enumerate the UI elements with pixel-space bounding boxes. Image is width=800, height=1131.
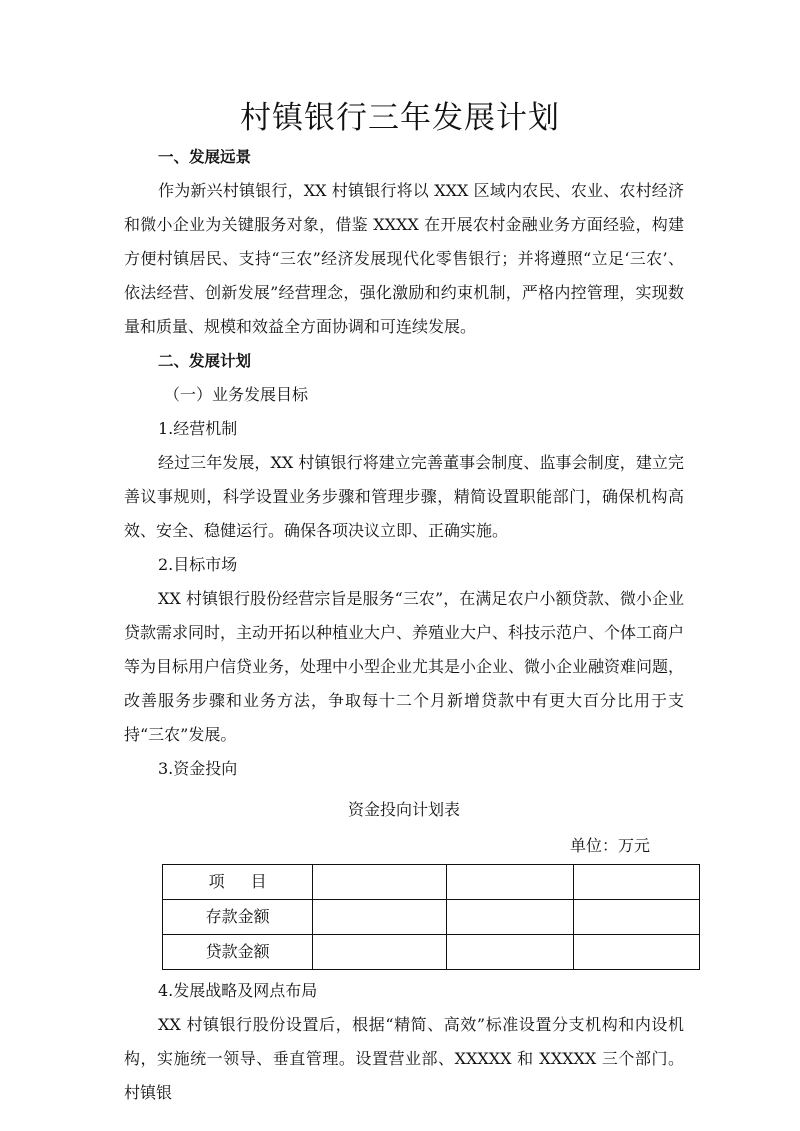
- table-cell: [447, 935, 573, 970]
- table-unit: 单位：万元: [569, 836, 650, 855]
- section-heading-plan: 二、发展计划: [158, 352, 252, 370]
- table-row: [163, 865, 700, 900]
- table-cell: [447, 900, 573, 935]
- table-cell: [313, 865, 447, 900]
- table-header-item-b: 目: [250, 872, 267, 891]
- paragraph-market: XX 村镇银行股份经营宗旨是服务“三农”，在满足农户小额贷款、微小企业贷款需求同时，主动开拓以种植业大户、养殖业大户、科技示范户、个体工商户等为目标用户信贷业务，处理中小型企业尤其是小企业、微小企业融资难问题，改善服务步骤和业务方法，争取每十二个月新增贷款中有更大百分比用于支持“三农”发展。: [124, 589, 685, 744]
- paragraph-strategy: XX 村镇银行股份设置后，根据“精简、高效”标准设置分支机构和内设机构，实施统一领导、垂直管理。设置营业部、XXXXX 和 XXXXX 三个部门。村镇银: [124, 1015, 684, 1102]
- item-heading-market: 2.目标市场: [158, 555, 238, 574]
- table-row-label-loans: 贷款金额: [163, 935, 313, 970]
- item-heading-funds: 3.资金投向: [158, 759, 238, 778]
- table-row: [163, 900, 700, 935]
- table-caption: 资金投向计划表: [347, 800, 460, 819]
- item-heading-mechanism: 1.经营机制: [158, 419, 238, 438]
- table-header-item: [163, 865, 313, 900]
- document-body: [124, 140, 684, 1110]
- table-cell: [573, 900, 699, 935]
- paragraph-vision: 作为新兴村镇银行，XX 村镇银行将以 XXX 区域内农民、农业、农村经济和微小企业为关键服务对象，借鉴 XXXX 在开展农村金融业务方面经验，构建方便村镇居民、支持“三农”经济发展现代化零售银行；并将遵照“立足‘三农’、依法经营、创新发展”经营理念，强化激励和约束机制，严格内控管理，实现数量和质量、规模和效益全方面协调和可连续发展。: [124, 181, 684, 336]
- table-cell: [573, 935, 699, 970]
- subsection-heading-goals: （一）业务发展目标: [164, 385, 309, 404]
- fund-allocation-table: [162, 864, 700, 970]
- table-cell: [313, 935, 447, 970]
- document-title: 村镇银行三年发展计划: [240, 100, 560, 136]
- paragraph-mechanism: 经过三年发展，XX 村镇银行将建立完善董事会制度、监事会制度，建立完善议事规则，科学设置业务步骤和管理步骤，精简设置职能部门，确保机构高效、安全、稳健运行。确保各项决议立即、正确实施。: [124, 453, 684, 540]
- item-heading-strategy: 4.发展战略及网点布局: [158, 981, 318, 1000]
- table-cell: [313, 900, 447, 935]
- table-row: [163, 935, 700, 970]
- section-heading-vision: 一、发展远景: [158, 148, 252, 166]
- table-header-item-a: 项: [208, 872, 225, 891]
- table-row-label-deposits: 存款金额: [163, 900, 313, 935]
- table-cell: [447, 865, 573, 900]
- table-cell: [573, 865, 699, 900]
